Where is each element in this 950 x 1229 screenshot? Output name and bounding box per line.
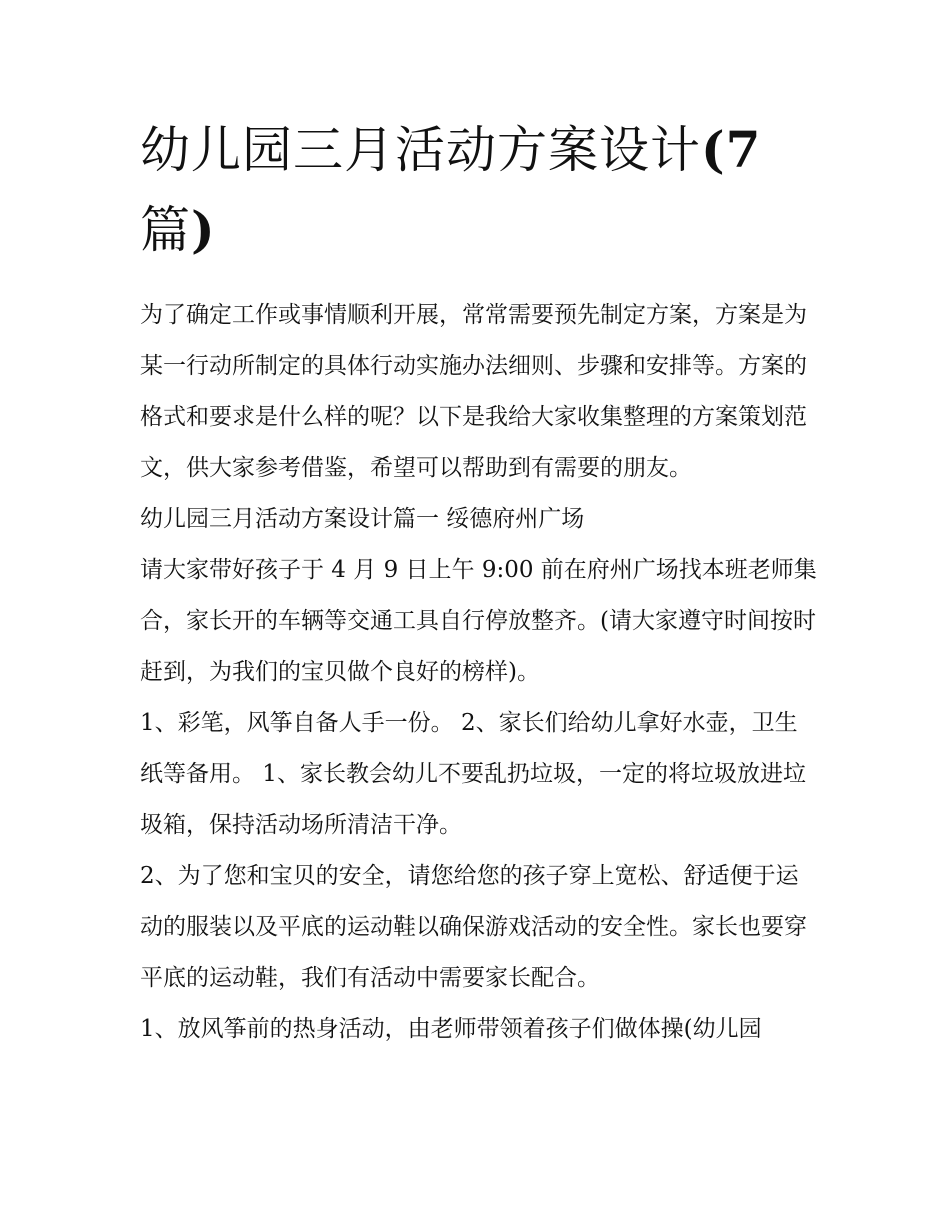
title-suffix: (7 — [701, 120, 762, 179]
paragraph-warmup: 1、放风筝前的热身活动，由老师带领着孩子们做体操(幼儿园 — [140, 1016, 762, 1042]
paragraph-preparation: 1、彩笔，风筝自备人手一份。 2、家长们给幼儿拿好水壶，卫生纸等备用。 1、家长教会幼儿不要乱扔垃圾，一定的将垃圾放进垃圾箱，保持活动场所清洁干净。 — [140, 710, 806, 838]
document-page — [140, 110, 820, 1055]
title-line2-text: 篇 — [140, 201, 191, 259]
intro-paragraph: 为了确定工作或事情顺利开展，常常需要预先制定方案，方案是为某一行动所制定的具体行动实施办法细则、步骤和安排等。方案的格式和要求是什么样的呢？以下是我给大家收集整理的方案策划范文，供大家参考借鉴，希望可以帮助到有需要的朋友。 — [140, 302, 807, 481]
title-line2-suffix: ) — [191, 200, 216, 259]
document-title — [140, 110, 820, 270]
paragraph-gathering: 请大家带好孩子于 4 月 9 日上午 9:00 前在府州广场找本班老师集合，家长开的车辆等交通工具自行停放整齐。(请大家遵守时间按时赶到，为我们的宝贝做个良好的榜样)。 — [140, 557, 817, 685]
section-heading: 幼儿园三月活动方案设计篇一 绥德府州广场 — [140, 506, 585, 532]
paragraph-safety: 2、为了您和宝贝的安全，请您给您的孩子穿上宽松、舒适便于运动的服装以及平底的运动鞋以确保游戏活动的安全性。家长也要穿平底的运动鞋，我们有活动中需要家长配合。 — [140, 863, 807, 991]
title-text: 幼儿园三月活动方案设计 — [140, 121, 701, 179]
